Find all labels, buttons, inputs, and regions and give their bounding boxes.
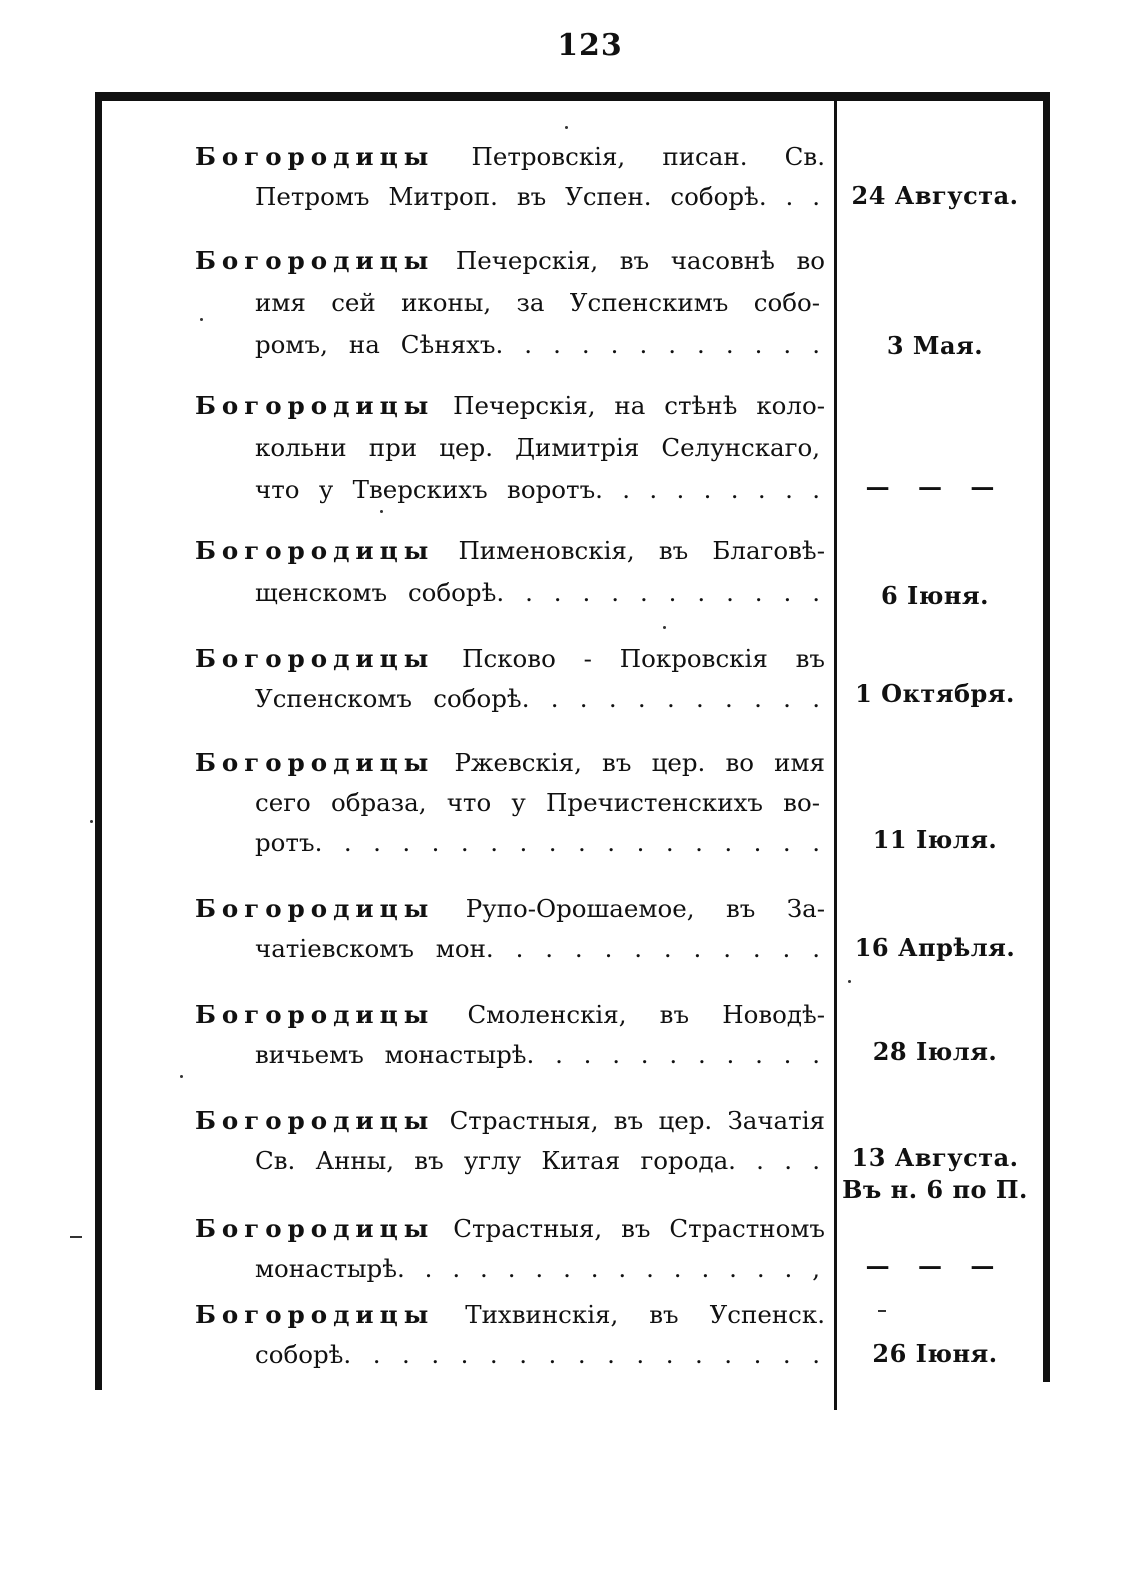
feast-date: — — — bbox=[865, 1251, 1005, 1280]
feast-date: 3 Мая. bbox=[886, 331, 984, 360]
entry-first-line: Богородицы Печерскія, на стѣнѣ коло- bbox=[195, 391, 825, 420]
entry-line: что у Тверскихъ воротъ. . . . . . . . . bbox=[255, 475, 820, 504]
entry-line: Петромъ Митроп. въ Успен. соборѣ. . . bbox=[255, 182, 820, 211]
entry-heading: Богородицы bbox=[195, 246, 435, 275]
entry-first-line: Богородицы Страстныя, въ цер. Зачатія bbox=[195, 1106, 825, 1135]
entry-heading: Богородицы bbox=[195, 1214, 435, 1243]
feast-date: 11 Іюля. bbox=[872, 825, 998, 854]
entry-first-line: Богородицы Ржевскія, въ цер. во имя bbox=[195, 748, 825, 777]
entry-first-line: Богородицы Смоленскія, въ Новодѣ- bbox=[195, 1000, 825, 1029]
table-top-rule bbox=[95, 92, 1050, 101]
entry-line: соборѣ. . . . . . . . . . . . . . . . . bbox=[255, 1340, 820, 1369]
print-speck bbox=[380, 510, 383, 513]
entry-line: Св. Анны, въ углу Китая города. . . . bbox=[255, 1146, 820, 1175]
feast-date: 24 Августа. bbox=[851, 181, 1019, 210]
entry-line: щенскомъ соборѣ. . . . . . . . . . . . bbox=[255, 578, 820, 607]
table-right-rule bbox=[1043, 92, 1050, 1382]
feast-date: 26 Іюня. bbox=[872, 1339, 998, 1368]
entry-heading: Богородицы bbox=[195, 1106, 435, 1135]
print-speck bbox=[90, 820, 93, 823]
print-speck bbox=[70, 1236, 82, 1238]
entry-first-line: Богородицы Рупо-Орошаемое, въ За- bbox=[195, 894, 825, 923]
feast-date: 16 Апрѣля. bbox=[854, 933, 1016, 962]
print-speck bbox=[848, 980, 851, 983]
entry-line: сего образа, что у Пречистенскихъ во- bbox=[255, 788, 820, 817]
print-speck bbox=[200, 318, 203, 321]
entry-line: кольни при цер. Димитрія Селунскаго, bbox=[255, 433, 820, 462]
print-speck bbox=[180, 1075, 183, 1078]
entry-heading: Богородицы bbox=[195, 1000, 435, 1029]
entry-heading: Богородицы bbox=[195, 391, 435, 420]
entry-first-line: Богородицы Псково - Покровскія въ bbox=[195, 644, 825, 673]
print-speck bbox=[565, 126, 568, 129]
feast-date: 28 Іюля. bbox=[872, 1037, 998, 1066]
feast-date-note: Въ н. 6 по П. bbox=[842, 1175, 1028, 1204]
entry-line: Успенскомъ соборѣ. . . . . . . . . . . bbox=[255, 684, 820, 713]
entry-heading: Богородицы bbox=[195, 142, 435, 171]
feast-date: 6 Іюня. bbox=[880, 581, 990, 610]
entry-first-line: Богородицы Тихвинскія, въ Успенск. bbox=[195, 1300, 825, 1329]
print-speck bbox=[663, 626, 666, 629]
entry-line: ромъ, на Сѣняхъ. . . . . . . . . . . . bbox=[255, 330, 820, 359]
table-left-rule bbox=[95, 92, 102, 1390]
entry-first-line: Богородицы Пименовскія, въ Благовѣ- bbox=[195, 536, 825, 565]
entry-heading: Богородицы bbox=[195, 894, 435, 923]
entry-first-line: Богородицы Печерскія, въ часовнѣ во bbox=[195, 246, 825, 275]
entry-first-line: Богородицы Петровскія, писан. Св. bbox=[195, 142, 825, 171]
entry-line: имя сей иконы, за Успенскимъ собо- bbox=[255, 288, 820, 317]
entry-line: монастырѣ. . . . . . . . . . . . . . . , bbox=[255, 1254, 820, 1283]
feast-date: 1 Октября. bbox=[855, 679, 1015, 708]
feast-date: — — — bbox=[865, 472, 1005, 501]
entry-first-line: Богородицы Страстныя, въ Страстномъ bbox=[195, 1214, 826, 1243]
column-divider bbox=[834, 100, 837, 1410]
page-number: 123 bbox=[557, 28, 623, 63]
feast-date: 13 Августа. bbox=[851, 1143, 1019, 1172]
entry-heading: Богородицы bbox=[195, 644, 435, 673]
entry-heading: Богородицы bbox=[195, 1300, 435, 1329]
entry-heading: Богородицы bbox=[195, 748, 435, 777]
entry-line: ротъ. . . . . . . . . . . . . . . . . . bbox=[255, 828, 820, 857]
print-speck bbox=[878, 1310, 886, 1312]
entry-line: чатіевскомъ мон. . . . . . . . . . . . bbox=[255, 934, 820, 963]
entry-line: вичьемъ монастырѣ. . . . . . . . . . . bbox=[255, 1040, 820, 1069]
entry-heading: Богородицы bbox=[195, 536, 435, 565]
